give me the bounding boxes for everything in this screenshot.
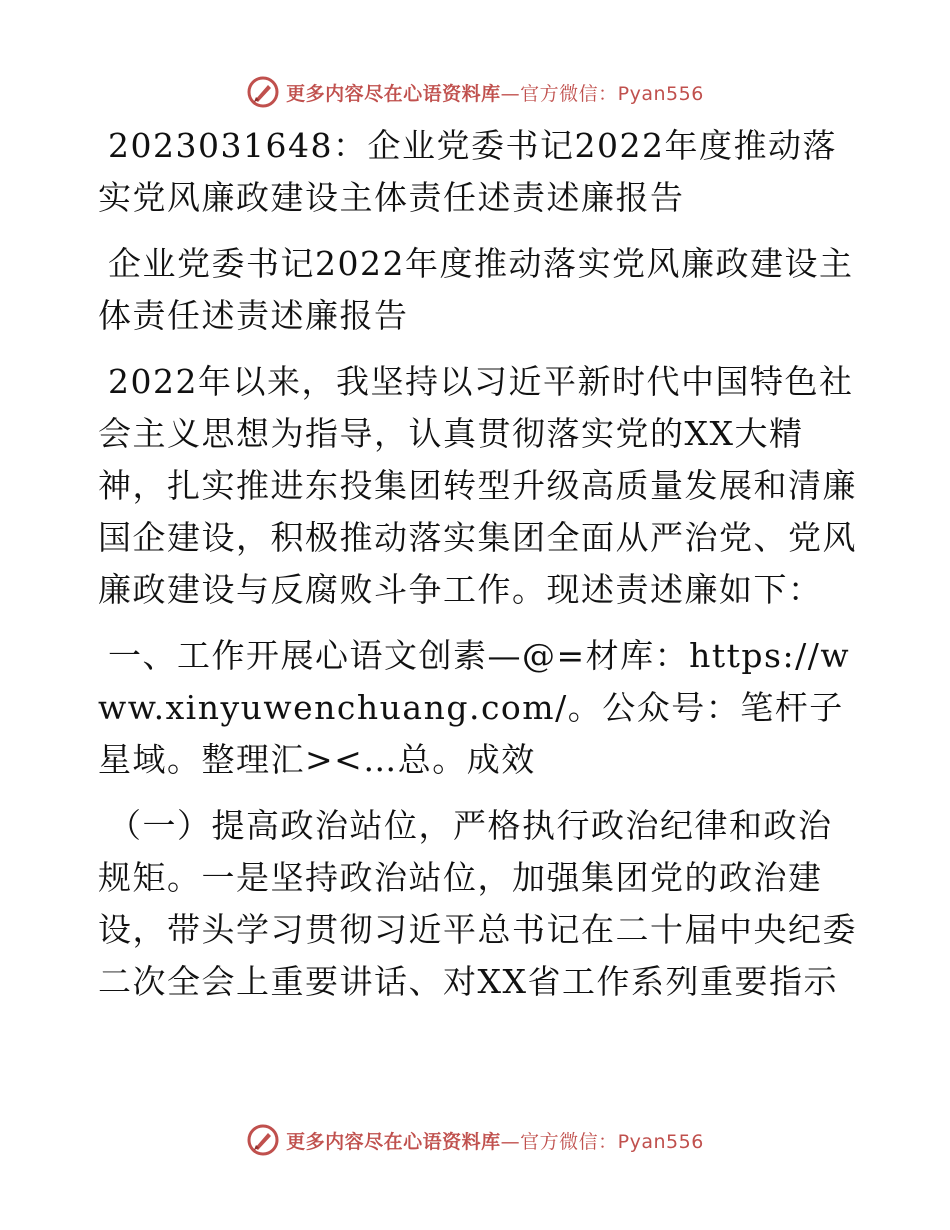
watermark-contact: 官方微信：Pyan556 [520,1130,704,1153]
document-title: 2023031648：企业党委书记2022年度推动落实党风廉政建设主体责任述责述廉报告 [98,126,837,217]
document-subtitle: 企业党委书记2022年度推动落实党风廉政建设主体责任述责述廉报告 [98,244,854,335]
header-watermark [0,70,950,114]
watermark-separator: — [500,82,521,105]
pen-logo-icon [246,1123,280,1157]
watermark-contact: 官方微信：Pyan556 [520,82,704,105]
footer-watermark [0,1118,950,1162]
pen-logo-icon [246,75,280,109]
subsection-paragraph: （一）提高政治站位，严格执行政治纪律和政治规矩。一是坚持政治站位，加强集团党的政治建设，带头学习贯彻习近平总书记在二十届中央纪委二次全会上重要讲话、对XX省工作系列重要指示 [98,806,857,1001]
document-body [98,120,858,1022]
watermark-brand: 更多内容尽在心语资料库 [286,1130,501,1153]
intro-paragraph: 2022年以来，我坚持以习近平新时代中国特色社会主义思想为指导，认真贯彻落实党的XX大精神，扎实推进东投集团转型升级高质量发展和清廉国企建设，积极推动落实集团全面从严治党、党风廉政建设与反腐败斗争工作。现述责述廉如下： [98,362,857,609]
watermark-brand: 更多内容尽在心语资料库 [286,82,501,105]
watermark-text [286,1127,704,1154]
watermark-separator: — [500,1130,521,1153]
section-heading: 一、工作开展心语文创素—@=材库：https://www.xinyuwenchuang.com/。公众号：笔杆子星域。整理汇><…总。成效 [98,636,851,779]
watermark-text [286,79,704,106]
